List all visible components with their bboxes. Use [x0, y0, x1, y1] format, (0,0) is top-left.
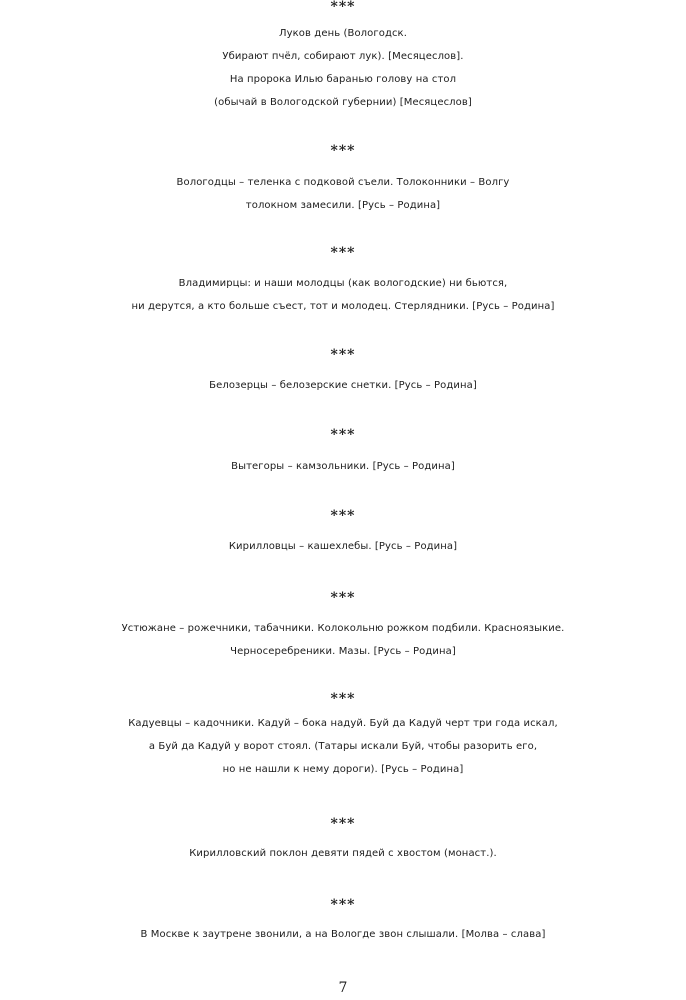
separator: *** — [330, 691, 356, 707]
separator: *** — [330, 143, 356, 159]
separator: *** — [330, 816, 356, 832]
entry-line: толокном замесили. [Русь – Родина] — [245, 200, 441, 211]
entry-line: Убирают пчёл, собирают лук). [Месяцеслов]. — [222, 51, 464, 62]
separator: *** — [330, 590, 356, 606]
entry-line: Кирилловский поклон девяти пядей с хвостом (монаст.). — [189, 848, 497, 859]
separator: *** — [330, 347, 356, 363]
entry-line: Вытегоры – камзольники. [Русь – Родина] — [231, 461, 455, 472]
entry-line: но не нашли к нему дороги). [Русь – Родина] — [222, 764, 464, 775]
separator: *** — [330, 508, 356, 524]
entry-line: Кирилловцы – кашехлебы. [Русь – Родина] — [228, 541, 458, 552]
entry-line: Вологодцы – теленка с подковой съели. Толоконники – Волгу — [176, 177, 510, 188]
entry-line: (обычай в Вологодской губернии) [Месяцеслов] — [214, 97, 472, 108]
entry-line: Черносеребреники. Мазы. [Русь – Родина] — [230, 646, 456, 657]
entry-line: Кадуевцы – кадочники. Кадуй – бока надуй. Буй да Кадуй черт три года искал, — [128, 718, 558, 729]
separator: *** — [330, 0, 356, 15]
entry-line: В Москве к заутрене звонили, а на Вологде звон слышали. [Молва – слава] — [140, 929, 546, 940]
entry-line: Белозерцы – белозерские снетки. [Русь – Родина] — [209, 380, 477, 391]
entry-line: Луков день (Вологодск. — [279, 28, 407, 39]
page-number: 7 — [338, 980, 348, 996]
entry-line: Устюжане – рожечники, табачники. Колокольню рожком подбили. Красноязыкие. — [121, 623, 565, 634]
separator: *** — [330, 427, 356, 443]
entry-line: На пророка Илью баранью голову на стол — [229, 74, 457, 85]
separator: *** — [330, 245, 356, 261]
entry-line: а Буй да Кадуй у ворот стоял. (Татары искали Буй, чтобы разорить его, — [148, 741, 538, 752]
separator: *** — [330, 897, 356, 913]
entry-line: Владимирцы: и наши молодцы (как вологодские) ни бьются, — [178, 278, 508, 289]
entry-line: ни дерутся, а кто больше съест, тот и молодец. Стерлядники. [Русь – Родина] — [131, 301, 555, 312]
